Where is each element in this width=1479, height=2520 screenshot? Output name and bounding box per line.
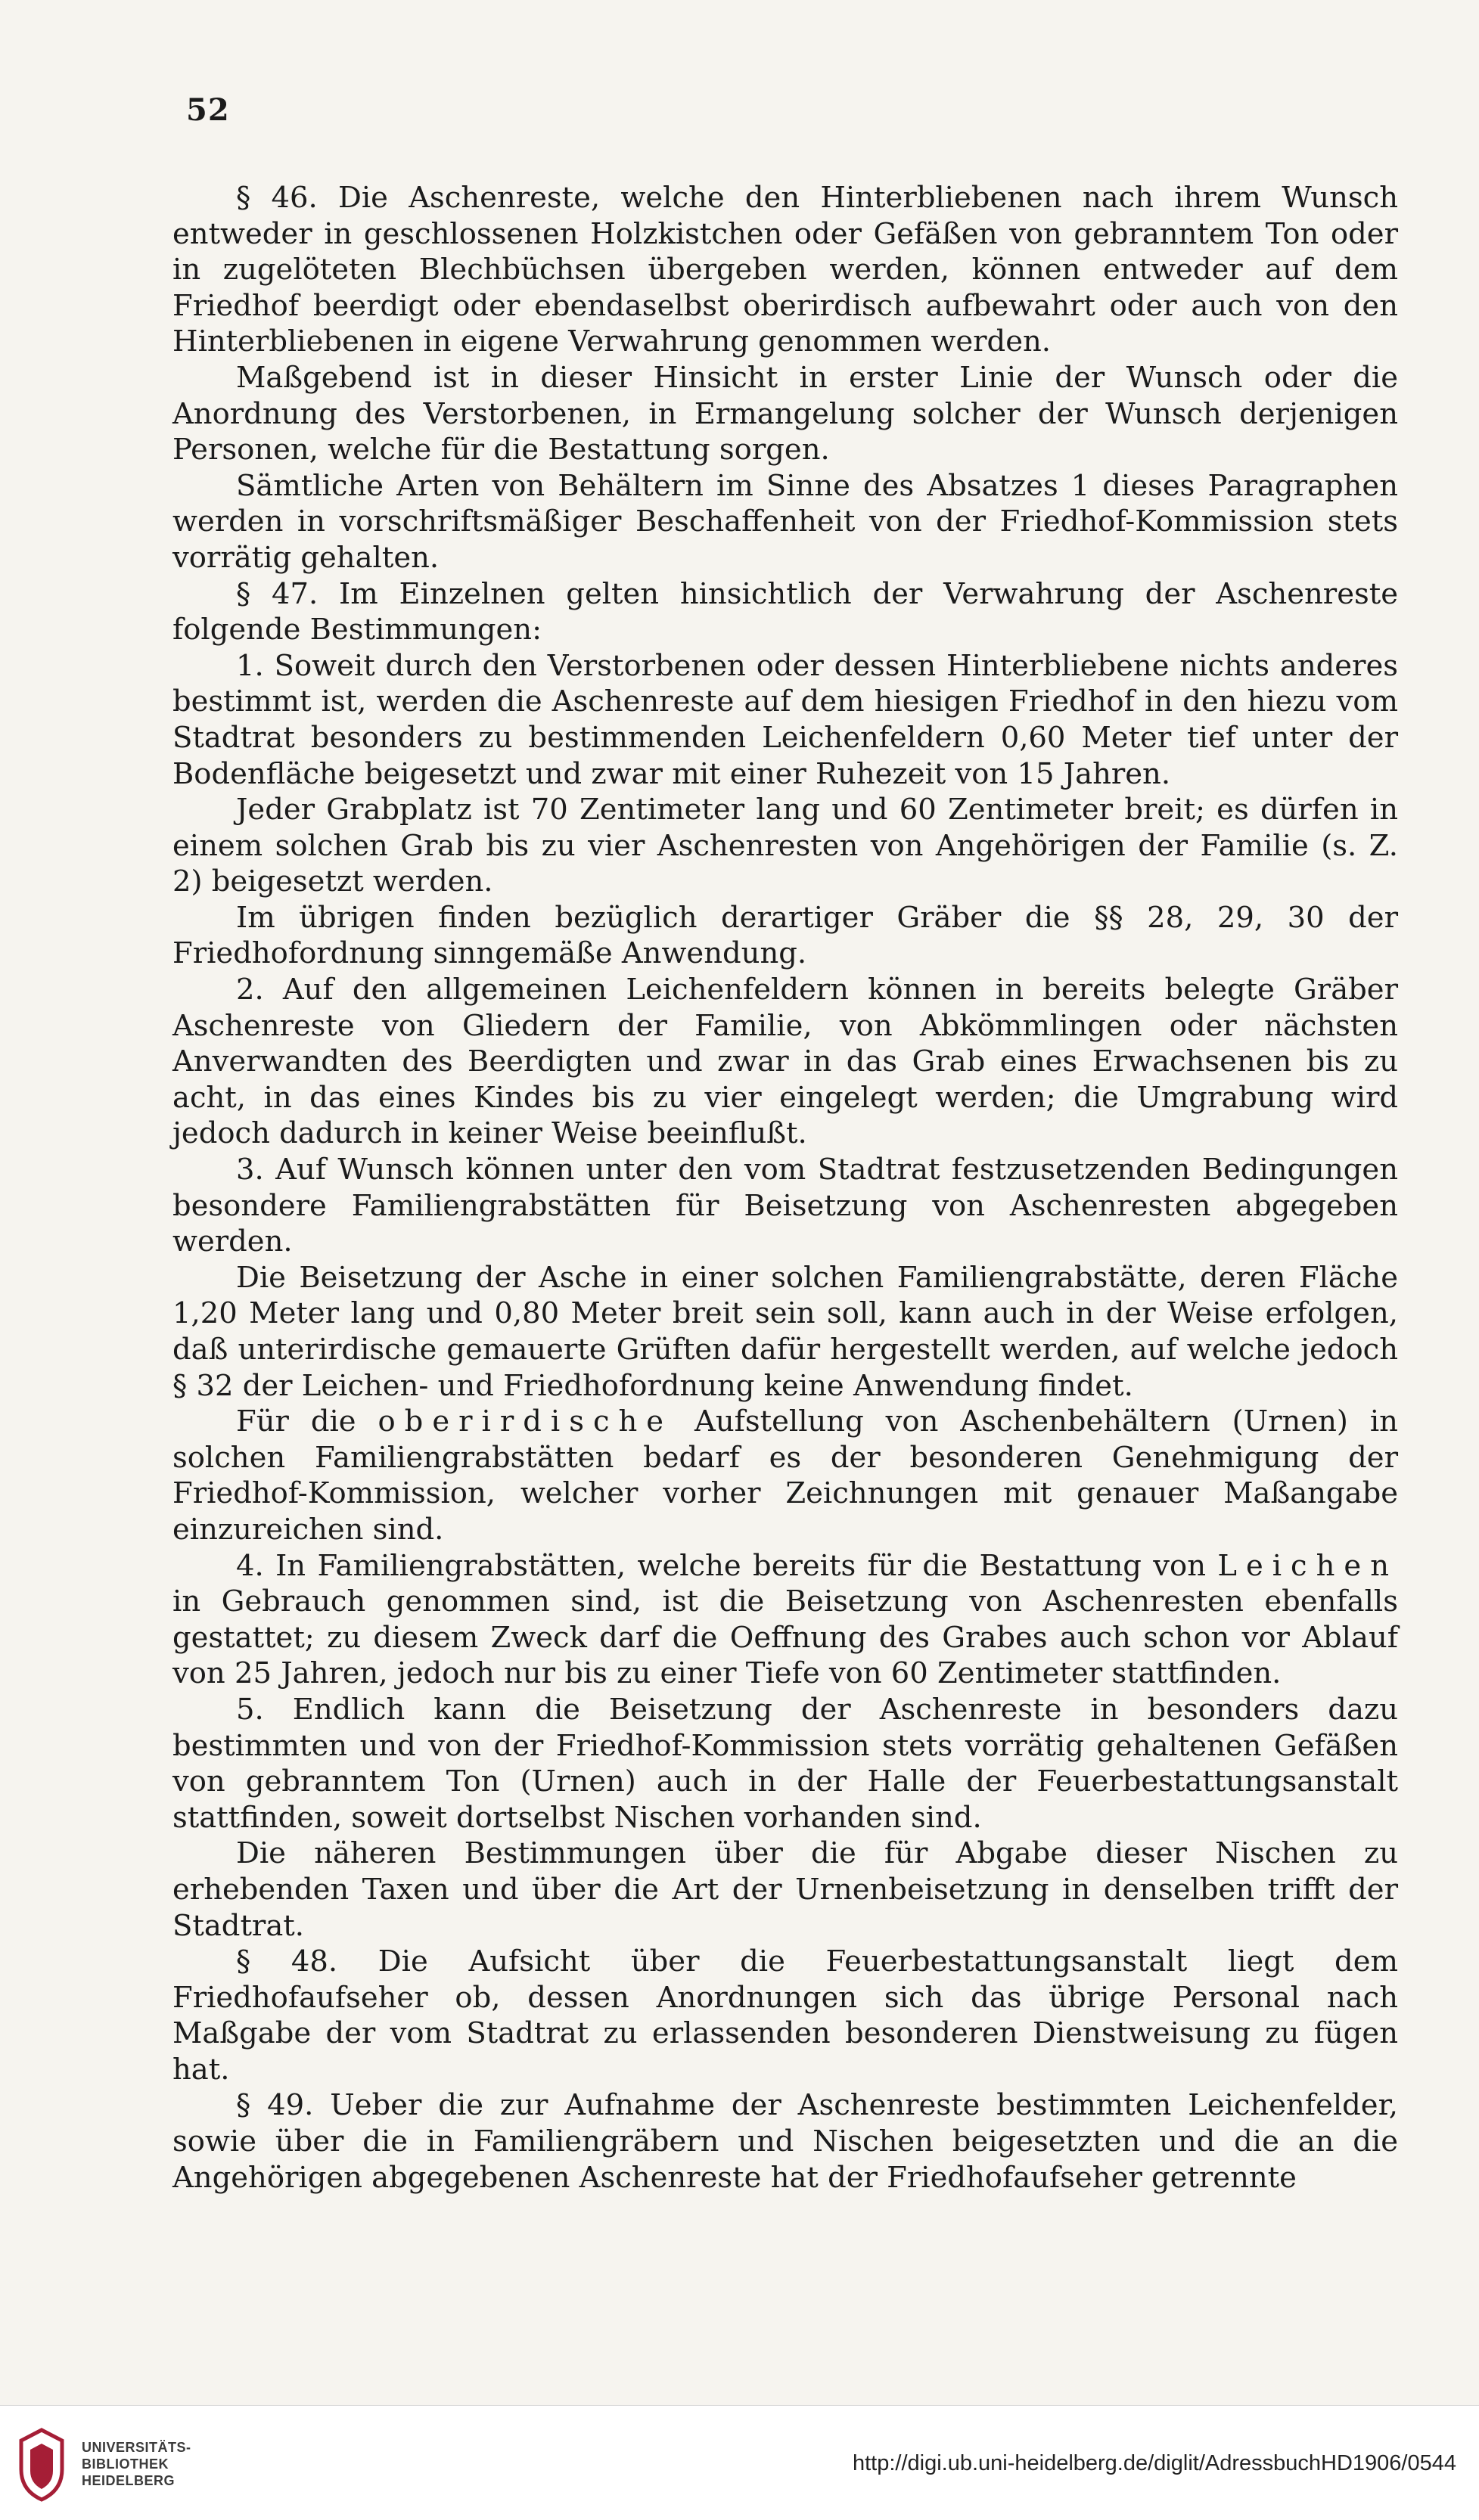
text-run: Aufstellung von Aschenbehältern (Urnen) in solchen Familiengrabstätten bedarf es der besonderen Genehmigung der Friedhof-Kommission, welcher vorher Zeichnungen mit genauer Maßangabe einzureichen sind. [172,1404,1398,1547]
text-run: in Gebrauch genommen sind, ist die Beisetzung von Aschenresten [172,1584,1244,1619]
paragraph: Die Beisetzung der Asche in einer solchen Familiengrabstätte, deren Fläche 1,20 Meter lang und 0,80 Meter breit sein soll, kann auch in der Weise erfolgen, daß unterirdische gemauerte Grüften dafür hergestellt werden, auf welche jedoch § 32 der Leichen- und Friedhofordnung keine Anwendung findet. [172,1260,1398,1403]
paragraph: Sämtliche Arten von Behältern im Sinne des Absatzes 1 dieses Paragraphen werden in vorschriftsmäßiger Beschaffenheit von der Friedhof-Kommission stets vorrätig gehalten. [172,468,1398,575]
paragraph: Jeder Grabplatz ist 70 Zentimeter lang und 60 Zentimeter breit; es dürfen in einem solchen Grab bis zu vier Aschenresten von Angehörigen der Familie (s. Z. 2) beigesetzt werden. [172,793,1398,899]
paragraph-item-4 [172,1548,1398,1692]
library-line: HEIDELBERG [82,2473,176,2488]
paragraph-item-3: 3. Auf Wunsch können unter den vom Stadtrat festzusetzenden Bedingungen besondere Familiengrabstätten für Beisetzung von Aschenresten abgegeben werden. [172,1153,1398,1259]
paragraph-48: § 48. Die Aufsicht über die Feuerbestattungsanstalt liegt dem Friedhofaufseher ob, dessen Anordnungen sich das übrige Personal nach Maßgabe der vom Stadtrat zu erlassenden besonderen Dienstweisung zu fügen hat. [172,1944,1398,2087]
text-run: Für die [236,1404,356,1439]
spaced-emphasis: oberirdische [378,1404,673,1439]
text-run: ebenfalls gestattet; zu diesem Zweck darf die Oeffnung des Grabes auch schon vor Ablauf von 25 Jahren, jedoch nur bis zu einer Tiefe von 60 Zentimeter stattfinden. [172,1584,1398,1691]
page-number: 52 [186,92,230,128]
university-seal-icon [17,2427,67,2503]
paragraph-item-1: 1. Soweit durch den Verstorbenen oder dessen Hinterbliebene nichts anderes bestimmt ist, werden die Aschenreste auf dem hiesigen Friedhof in den hiezu vom Stadtrat besonders zu bestimmenden Leichenfeldern 0,60 Meter tief unter der Bodenfläche beigesetzt und zwar mit einer Ruhezeit von 15 Jahren. [172,648,1398,791]
paragraph: Im übrigen finden bezüglich derartiger Gräber die §§ 28, 29, 30 der Friedhofordnung sinngemäße Anwendung. [172,900,1398,971]
paragraph: Maßgebend ist in dieser Hinsicht in erster Linie der Wunsch oder die Anordnung des Verstorbenen, in Ermangelung solcher der Wunsch derjenigen Personen, welche für die Bestattung sorgen. [172,360,1398,467]
viewer-footer [0,2405,1479,2520]
permalink-url[interactable]: http://digi.ub.uni-heidelberg.de/diglit/AdressbuchHD1906/0544 [852,2451,1456,2475]
library-name [82,2439,191,2489]
paragraph: Die näheren Bestimmungen über die für Abgabe dieser Nischen zu erhebenden Taxen und über die Art der Urnenbeisetzung in denselben trifft der Stadtrat. [172,1836,1398,1943]
paragraph-item-2: 2. Auf den allgemeinen Leichenfeldern können in bereits belegte Gräber Aschenreste von Gliedern der Familie, von Abkömmlingen oder nächsten Anverwandten des Beerdigten und zwar in das Grab eines Erwachsenen bis zu acht, in das eines Kindes bis zu vier eingelegt werden; die Umgrabung wird jedoch dadurch in keiner Weise beeinflußt. [172,973,1398,1151]
paragraph-item-5: 5. Endlich kann die Beisetzung der Aschenreste in besonders dazu bestimmten und von der Friedhof-Kommission stets vorrätig gehaltenen Gefäßen von gebranntem Ton (Urnen) auch in der Halle der Feuerbestattungsanstalt stattfinden, soweit dortselbst Nischen vorhanden sind. [172,1692,1398,1835]
paragraph-49: § 49. Ueber die zur Aufnahme der Aschenreste bestimmten Leichenfelder, sowie über die in Familiengräbern und Nischen beigesetzten und die an die Angehörigen abgegebenen Aschenreste hat der Friedhofaufseher getrennte [172,2088,1398,2195]
library-line: UNIVERSITÄTS- [82,2440,191,2455]
text-run: 4. In Familiengrabstätten, welche bereits für die Bestattung von [236,1548,1207,1583]
library-line: BIBLIOTHEK [82,2456,169,2472]
paragraph-47: § 47. Im Einzelnen gelten hinsichtlich der Verwahrung der Aschenreste folgende Bestimmungen: [172,576,1398,647]
paragraph-46: § 46. Die Aschenreste, welche den Hinterbliebenen nach ihrem Wunsch entweder in geschlossenen Holzkistchen oder Gefäßen von gebranntem Ton oder in zugelöteten Blechbüchsen übergeben werden, können entweder auf dem Friedhof beerdigt oder ebendaselbst oberirdisch aufbewahrt oder auch von den Hinterbliebenen in eigene Verwahrung genommen werden. [172,181,1398,359]
body-text [172,180,1398,2196]
spaced-emphasis: Leichen [1217,1548,1398,1583]
paragraph-oberirdische [172,1404,1398,1547]
